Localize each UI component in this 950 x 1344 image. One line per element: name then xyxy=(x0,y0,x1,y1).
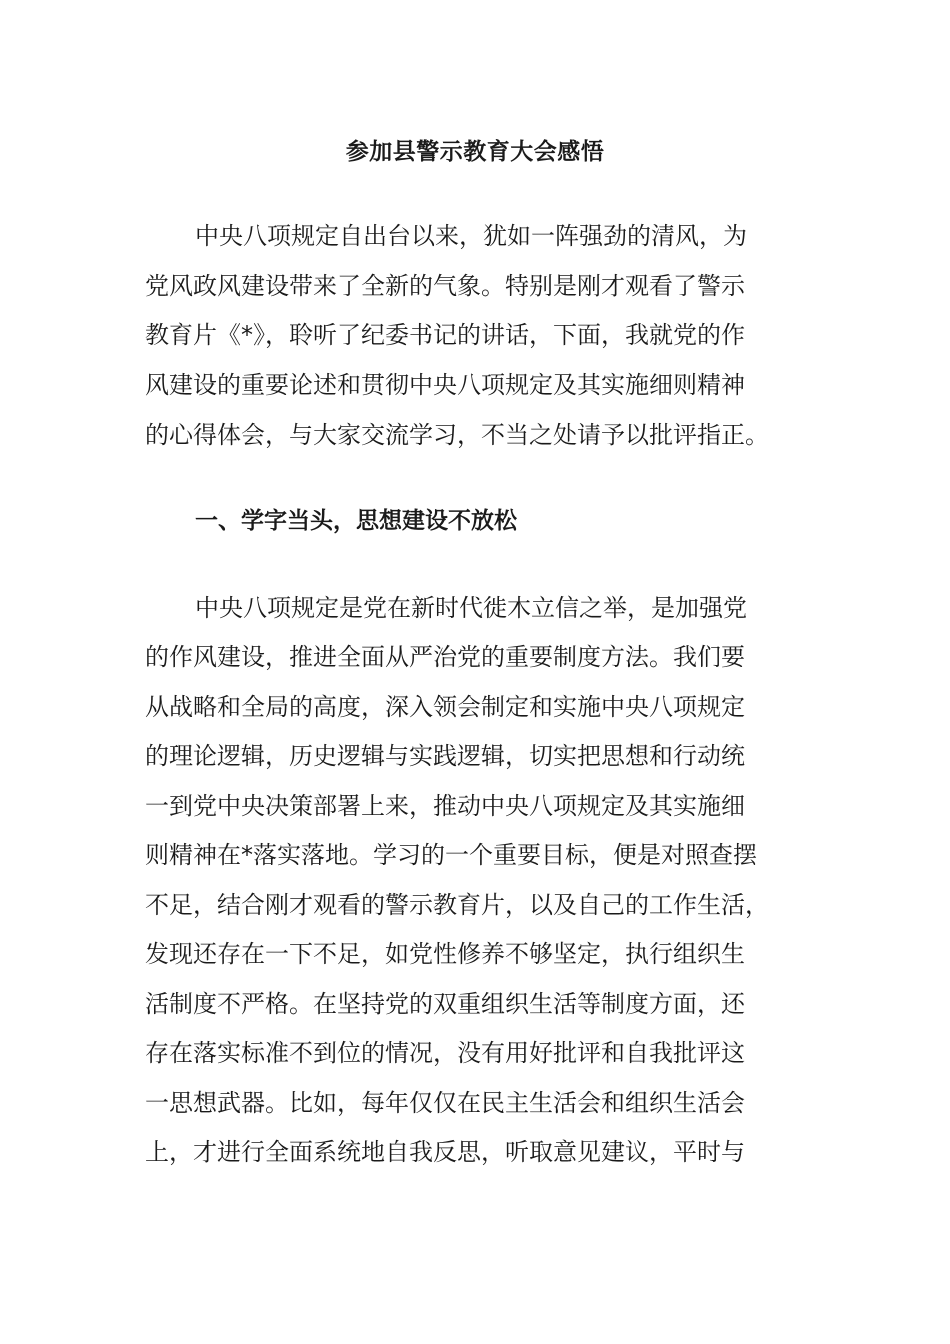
paragraph-line: 上，才进行全面系统地自我反思，听取意见建议，平时与 xyxy=(145,1138,745,1166)
paragraph-line: 则精神在*落实落地。学习的一个重要目标，便是对照查摆 xyxy=(145,841,757,869)
paragraph-line: 中央八项规定自出台以来，犹如一阵强劲的清风，为 xyxy=(195,222,747,250)
paragraph-line: 发现还存在一下不足，如党性修养不够坚定，执行组织生 xyxy=(145,940,745,968)
section-heading: 一、学字当头，思想建设不放松 xyxy=(195,508,517,534)
paragraph-line: 的作风建设，推进全面从严治党的重要制度方法。我们要 xyxy=(145,643,745,671)
paragraph-line: 的理论逻辑，历史逻辑与实践逻辑，切实把思想和行动统 xyxy=(145,742,745,770)
paragraph-line: 活制度不严格。在坚持党的双重组织生活等制度方面，还 xyxy=(145,990,745,1018)
paragraph-line: 风建设的重要论述和贯彻中央八项规定及其实施细则精神 xyxy=(145,371,745,399)
paragraph-line: 不足，结合刚才观看的警示教育片，以及自己的工作生活， xyxy=(145,891,769,919)
paragraph-line: 从战略和全局的高度，深入领会制定和实施中央八项规定 xyxy=(145,693,745,721)
paragraph-line: 一思想武器。比如，每年仅仅在民主生活会和组织生活会 xyxy=(145,1089,745,1117)
paragraph-line: 的心得体会，与大家交流学习，不当之处请予以批评指正。 xyxy=(145,421,769,449)
paragraph-line: 中央八项规定是党在新时代徙木立信之举，是加强党 xyxy=(195,594,747,622)
paragraph-line: 教育片《*》，聆听了纪委书记的讲话，下面，我就党的作 xyxy=(145,321,745,349)
paragraph-line: 党风政风建设带来了全新的气象。特别是刚才观看了警示 xyxy=(145,272,745,300)
document-title: 参加县警示教育大会感悟 xyxy=(345,139,605,165)
paragraph-line: 存在落实标准不到位的情况，没有用好批评和自我批评这 xyxy=(145,1039,745,1067)
paragraph-line: 一到党中央决策部署上来，推动中央八项规定及其实施细 xyxy=(145,792,745,820)
